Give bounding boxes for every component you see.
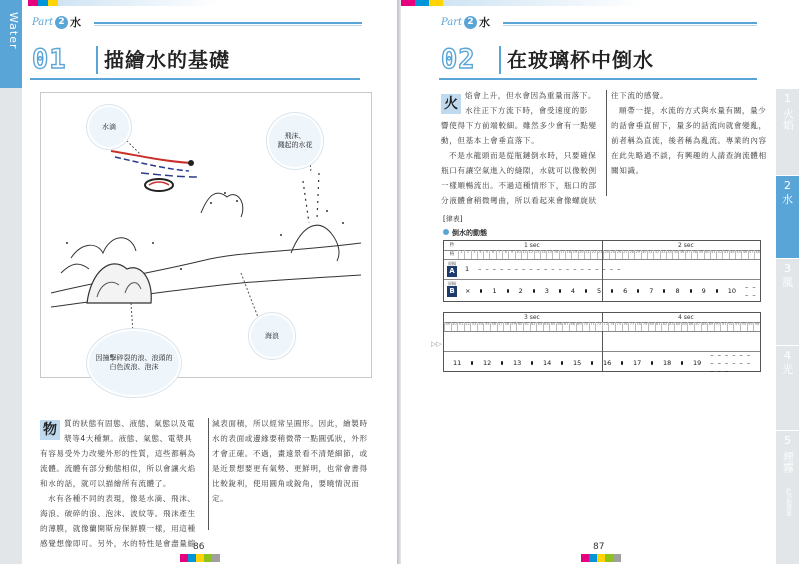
track-row-a	[460, 263, 758, 275]
running-header	[32, 14, 85, 30]
frame-cell: 45	[735, 250, 741, 259]
frame-cell: 1	[458, 250, 464, 259]
text-line: 關知識。	[611, 166, 644, 175]
frame-cell: 35	[672, 250, 678, 259]
frame-cell: 43	[722, 250, 728, 259]
callout-broken-wave	[89, 331, 179, 395]
callout-water-drop	[89, 107, 129, 147]
keyframe-dot	[663, 289, 665, 293]
body-col2	[611, 88, 773, 178]
frame-cell: 12	[527, 250, 533, 259]
frame-cell: 58	[503, 322, 510, 331]
header-rule	[503, 22, 757, 24]
side-tab-label: Water	[7, 12, 20, 50]
frame-cell: 87	[694, 322, 701, 331]
frame-cell: 66	[556, 322, 563, 331]
text-line: 在此先略過不談，有興趣的人請查詢流體相	[611, 151, 767, 160]
sec-label: 3 sec	[524, 314, 540, 321]
part-number-badge: 2	[55, 16, 68, 29]
frame-cell: 94	[740, 322, 747, 331]
frame-cell: 34	[666, 250, 672, 259]
frame-cell: 38	[691, 250, 697, 259]
frame-cell: 71	[589, 322, 596, 331]
bullet-icon	[443, 229, 449, 235]
frame-cell: 13	[534, 250, 540, 259]
frame-cell: 50	[451, 322, 458, 331]
frame-cell: 75	[615, 322, 622, 331]
dropcap: 物	[40, 420, 60, 440]
frame-cell: 83	[668, 322, 675, 331]
text-line: 水有各種不同的表現，像是水滴、飛沫、	[48, 494, 196, 503]
tab-label: 煙霧	[781, 451, 795, 473]
sec-label: 1 sec	[524, 242, 540, 249]
track-row-b	[460, 285, 758, 297]
frame-cell: 67	[562, 322, 569, 331]
row-badge-a: A	[447, 266, 457, 277]
frame-cell: 29	[634, 250, 640, 259]
hold-dashes: – – – – – – – – – – – – – – – – – – – –	[478, 265, 622, 273]
text-line: 往下流的感覺。	[611, 91, 669, 100]
keyframe-dot	[501, 361, 503, 365]
frame-cell: 92	[727, 322, 734, 331]
body-col1	[441, 118, 603, 208]
text-line: 流體。流體有部分動態相似，所以會讓火焰	[40, 464, 196, 473]
page-color-bars	[581, 554, 621, 562]
frame-cell: 78	[635, 322, 642, 331]
text-line: 響使得下方前端較細。雖然多少會有一點變	[441, 121, 597, 130]
header-rule-thin	[503, 25, 757, 26]
continue-arrow-icon: ▷▷	[431, 340, 442, 348]
frame-cell: 2	[464, 250, 470, 259]
keyframe-dot	[531, 361, 533, 365]
heading-rule	[30, 78, 360, 80]
frame-cell: 73	[602, 322, 609, 331]
tab-number: 1	[784, 92, 791, 105]
frame-cell: 70	[582, 322, 589, 331]
frame-cell: 74	[608, 322, 615, 331]
right-page	[401, 0, 799, 564]
text-line: 順帶一提，水流的方式與水量有關，量少	[619, 106, 767, 115]
track-value: 7	[649, 287, 654, 295]
callout-wave-label: 海浪	[265, 331, 279, 340]
text-line: 瓶口有讓空氣進入的縫隙，水就可以像較例	[441, 166, 597, 175]
body-col1-first	[465, 88, 601, 118]
tab-label: 火焰	[781, 108, 795, 130]
track-value: 18	[663, 359, 672, 367]
frame-cell: 55	[483, 322, 490, 331]
frame-cell: 5	[483, 250, 489, 259]
track-value: 6	[623, 287, 628, 295]
frame-cell: 27	[622, 250, 628, 259]
keyframe-dot	[716, 289, 718, 293]
frame-cell: 61	[523, 322, 530, 331]
text-line: 漿等4大種類。液態、氣態、電漿具	[64, 434, 193, 443]
frame-cell: 40	[704, 250, 710, 259]
frame-cell: 41	[710, 250, 716, 259]
tab-sublabel: &其他效果	[784, 487, 792, 517]
frame-cell: 14	[540, 250, 546, 259]
sheet-caption: [律表]	[443, 215, 463, 223]
tab-number: 2	[784, 179, 791, 192]
tab-label: 水	[782, 193, 793, 206]
top-color-bar	[28, 0, 218, 6]
text-line: 不是水龍頭而是從瓶鏈倒水時，只要確保	[449, 151, 597, 160]
keyframe-dot	[507, 289, 509, 293]
column-rule	[208, 418, 209, 530]
sheet-title	[443, 228, 487, 238]
heading-separator	[96, 46, 98, 74]
frame-cell: 84	[674, 322, 681, 331]
body-col1	[40, 446, 206, 551]
frame-cell: 65	[549, 322, 556, 331]
track-value: 2	[518, 287, 523, 295]
frame-cell: 80	[648, 322, 655, 331]
frame-cell: 15	[546, 250, 552, 259]
section-title: 描繪水的基礎	[104, 48, 230, 72]
track-value: 9	[701, 287, 706, 295]
track-value: ×	[465, 287, 471, 295]
text-line: 感覺想像即可。另外，水的特性是會盡量縮	[40, 539, 196, 548]
track-value: 5	[597, 287, 602, 295]
tab-number: 5	[784, 434, 791, 447]
track-value: 4	[570, 287, 576, 295]
text-line: 才會正確。不過，畫遠景看不清楚細節，或	[212, 449, 368, 458]
keyframe-dot	[480, 289, 482, 293]
row-label: 秒	[449, 243, 455, 248]
frame-cell: 51	[457, 322, 464, 331]
hold-dashes: – – – – – – – – – – – – – – –	[710, 351, 752, 375]
section-title: 在玻璃杯中倒水	[507, 48, 654, 72]
frame-cell: 62	[530, 322, 537, 331]
body-col2	[212, 416, 372, 506]
frame-cell: 7	[496, 250, 502, 259]
tab-wind[interactable]	[776, 258, 799, 345]
track-row-c	[448, 351, 756, 375]
text-line: 質的狀態有固態、液態、氣態以及電	[64, 419, 196, 428]
frame-cell: 96	[753, 322, 760, 331]
frame-cell: 18	[565, 250, 571, 259]
tab-water[interactable]	[776, 175, 799, 258]
frame-cell: 76	[622, 322, 629, 331]
section-number: 02	[441, 44, 476, 75]
frame-cell: 90	[714, 322, 721, 331]
frame-cell: 81	[655, 322, 662, 331]
text-line: 減表面積，所以經常呈圓形。因此，繪製時	[212, 419, 368, 428]
dropcap: 火	[441, 94, 461, 114]
frame-cell: 86	[687, 322, 694, 331]
frame-cell: 88	[701, 322, 708, 331]
left-page	[0, 0, 397, 564]
part-label: Part	[441, 16, 463, 28]
tab-label: 風	[782, 276, 793, 289]
track-value: 16	[603, 359, 612, 367]
section-number: 01	[32, 44, 67, 75]
text-line: 比較銳利，使用圓角或銳角，要曉情況而定。	[212, 479, 360, 503]
frame-cell: 44	[729, 250, 735, 259]
frame-cell: 63	[536, 322, 543, 331]
frame-cell: 64	[543, 322, 550, 331]
text-line: 的薄膜，就像蘭開斯房保鮮膜一樣，用這種	[40, 524, 196, 533]
row-label: 原稿	[448, 281, 456, 286]
frame-cell: 31	[647, 250, 653, 259]
heading-separator	[499, 46, 501, 74]
track-value: 12	[483, 359, 492, 367]
track-value: 8	[675, 287, 680, 295]
top-color-bar	[401, 0, 643, 6]
chapter-title: 水	[70, 16, 82, 29]
track-value: 17	[633, 359, 642, 367]
frame-cell: 95	[747, 322, 754, 331]
text-line: 前者稱為直流，後者稱為亂流。專業的內容	[611, 136, 767, 145]
tab-number: 4	[784, 349, 791, 362]
track-value: 3	[544, 287, 549, 295]
frame-cell: 49	[444, 322, 451, 331]
row-badge-b: B	[447, 286, 457, 297]
frame-cell: 20	[578, 250, 584, 259]
keyframe-dot	[561, 361, 563, 365]
text-line: 海浪、破碎的浪、泡沫、波紋等。飛沫產生	[40, 509, 196, 518]
track-value: 11	[453, 359, 462, 367]
frame-cell: 79	[641, 322, 648, 331]
frame-cell: 53	[470, 322, 477, 331]
text-line: 水的表面或邊緣要稍微帶一點圓弧狀，外形	[212, 434, 368, 443]
track-value: 1	[465, 265, 470, 273]
keyframe-dot	[591, 361, 593, 365]
callout-splash-label: 飛沫、 濺起的水花	[277, 132, 313, 149]
frame-number-cells	[444, 322, 760, 331]
keyframe-dot	[637, 289, 639, 293]
frame-cell: 32	[653, 250, 659, 259]
tab-number: 3	[784, 262, 791, 275]
frame-cell: 24	[603, 250, 609, 259]
tab-fire[interactable]	[776, 88, 799, 175]
frame-cell: 9	[508, 250, 514, 259]
column-rule	[606, 90, 607, 196]
left-margin-strip	[0, 88, 22, 564]
frame-cell: 69	[576, 322, 583, 331]
chapter-title: 水	[479, 16, 491, 29]
text-line: 動，但基本上會垂直落下。	[441, 136, 540, 145]
frame-cell: 48	[754, 250, 760, 259]
text-line: 和水的話，就可以描繪所有流體了。	[40, 479, 172, 488]
row-label: 格	[449, 252, 455, 257]
frame-cell: 39	[697, 250, 703, 259]
text-line: 是近景想要更有氣勢、更鮮明，也常會書得	[212, 464, 368, 473]
callout-wave	[251, 315, 293, 357]
frame-number-cells	[458, 250, 760, 259]
frame-cell: 52	[464, 322, 471, 331]
frame-cell: 16	[552, 250, 558, 259]
page-color-bars	[180, 554, 220, 562]
part-number-badge: 2	[464, 16, 477, 29]
tab-smoke[interactable]	[776, 430, 799, 564]
frame-cell: 6	[489, 250, 495, 259]
frame-cell: 17	[559, 250, 565, 259]
frame-cell: 60	[516, 322, 523, 331]
track-value: 1	[492, 287, 497, 295]
tab-light[interactable]	[776, 345, 799, 430]
frame-cell: 36	[678, 250, 684, 259]
keyframe-dot	[611, 289, 613, 293]
frame-cell: 56	[490, 322, 497, 331]
keyframe-dot	[621, 361, 623, 365]
heading-rule	[439, 78, 757, 80]
row-label: 原稿	[448, 261, 456, 266]
sheet-title-text: 倒水的動態	[452, 229, 487, 237]
frame-cell: 77	[628, 322, 635, 331]
frame-cell: 47	[748, 250, 754, 259]
frame-cell: 22	[590, 250, 596, 259]
frame-cell: 25	[609, 250, 615, 259]
keyframe-dot	[533, 289, 535, 293]
frame-cell: 3	[471, 250, 477, 259]
track-value: 10	[727, 287, 736, 295]
frame-cell: 68	[569, 322, 576, 331]
keyframe-dot	[559, 289, 561, 293]
text-line: 有容易受外力改變外形的性質，這些都稱為	[40, 449, 196, 458]
frame-cell: 8	[502, 250, 508, 259]
header-rule-thin	[94, 25, 362, 26]
callout-broken-wave-label: 因撞擊碎裂的浪、浪頭的 白色波浪、泡沫	[95, 354, 173, 371]
text-line: 水往正下方流下時，會受速度的影	[465, 106, 588, 115]
frame-cell: 26	[615, 250, 621, 259]
frame-cell: 54	[477, 322, 484, 331]
frame-cell: 11	[521, 250, 527, 259]
frame-cell: 93	[733, 322, 740, 331]
text-line: 的話會垂直留下，量多的話流向就會變亂，	[611, 121, 767, 130]
text-line: 分液體會稍微彎曲，所以看起來會像螺旋狀	[441, 196, 597, 205]
running-header	[441, 14, 494, 30]
part-label: Part	[32, 16, 54, 28]
track-value: 13	[513, 359, 522, 367]
frame-cell: 85	[681, 322, 688, 331]
track-value: 15	[573, 359, 582, 367]
sec-label: 4 sec	[678, 314, 694, 321]
frame-cell: 10	[515, 250, 521, 259]
hold-dashes: – – – –	[745, 283, 757, 299]
frame-cell: 46	[741, 250, 747, 259]
tab-label: 光	[782, 363, 793, 376]
keyframe-dot	[471, 361, 473, 365]
frame-cell: 89	[707, 322, 714, 331]
keyframe-dot	[651, 361, 653, 365]
timing-sheet-lower	[443, 312, 761, 375]
keyframe-dot	[681, 361, 683, 365]
frame-cell: 30	[641, 250, 647, 259]
page-number: 87	[593, 542, 605, 552]
frame-cell: 19	[571, 250, 577, 259]
text-line: 焰會上升，但水會因為重量而落下。	[465, 91, 597, 100]
frame-cell: 91	[720, 322, 727, 331]
frame-cell: 57	[497, 322, 504, 331]
sec-label: 2 sec	[678, 242, 694, 249]
frame-cell: 23	[597, 250, 603, 259]
frame-cell: 4	[477, 250, 483, 259]
track-value: 19	[693, 359, 702, 367]
water-illustration	[40, 92, 372, 378]
header-rule	[94, 22, 362, 24]
callout-water-drop-label: 水滴	[102, 122, 116, 131]
frame-cell: 28	[628, 250, 634, 259]
frame-cell: 21	[584, 250, 590, 259]
keyframe-dot	[690, 289, 692, 293]
callout-splash	[269, 115, 321, 167]
frame-cell: 37	[685, 250, 691, 259]
frame-cell: 59	[510, 322, 517, 331]
body-col1-first	[64, 416, 204, 446]
frame-cell: 72	[595, 322, 602, 331]
text-line: 一樣順暢流出。不過這種情形下，瓶口的部	[441, 181, 597, 190]
frame-cell: 33	[660, 250, 666, 259]
frame-cell: 42	[716, 250, 722, 259]
keyframe-dot	[585, 289, 587, 293]
side-tab-water[interactable]	[0, 0, 22, 88]
frame-cell: 82	[661, 322, 668, 331]
track-value: 14	[543, 359, 552, 367]
page-number: 86	[193, 542, 205, 552]
timing-sheet-upper	[443, 240, 761, 302]
